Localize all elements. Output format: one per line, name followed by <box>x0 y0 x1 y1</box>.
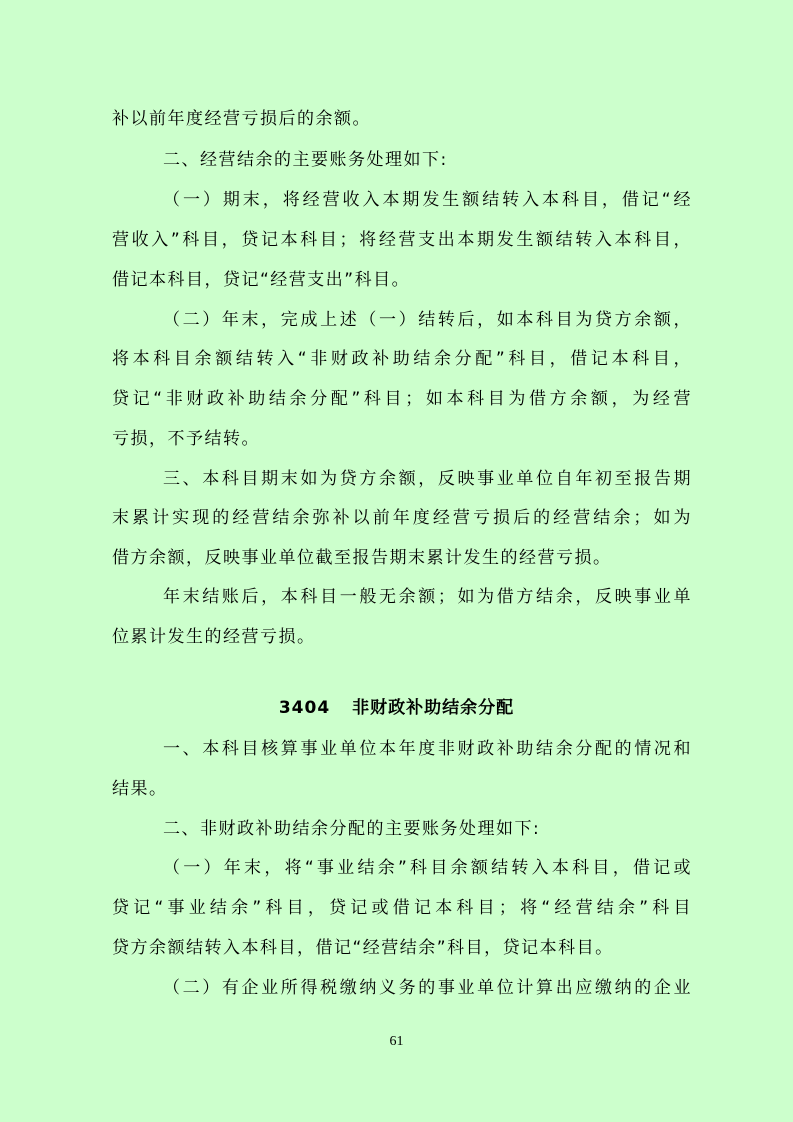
paragraph-line: 贷记“非财政补助结余分配”科目；如本科目为借方余额，为经营 <box>112 389 692 409</box>
paragraph-line: （一）年末，将“事业结余”科目余额结转入本科目，借记或 <box>163 858 692 878</box>
paragraph-line: 一、本科目核算事业单位本年度非财政补助结余分配的情况和 <box>163 739 692 759</box>
paragraph-line: 借方余额，反映事业单位截至报告期末累计发生的经营亏损。 <box>112 548 612 568</box>
paragraph-line: 结果。 <box>112 779 168 799</box>
paragraph-line: （二）有企业所得税缴纳义务的事业单位计算出应缴纳的企业 <box>163 978 692 998</box>
paragraph-line: 位累计发生的经营亏损。 <box>112 627 316 647</box>
paragraph-line: （二）年末，完成上述（一）结转后，如本科目为贷方余额， <box>163 310 692 330</box>
paragraph-line: 年末结账后，本科目一般无余额；如为借方结余，反映事业单 <box>163 587 692 607</box>
paragraph-line: 将本科目余额结转入“非财政补助结余分配”科目，借记本科目， <box>112 349 692 369</box>
paragraph-line: 借记本科目，贷记“经营支出”科目。 <box>112 270 411 290</box>
section-heading <box>0 697 793 719</box>
paragraph-line: （一）期末，将经营收入本期发生额结转入本科目，借记“经 <box>163 190 692 210</box>
paragraph-line: 二、非财政补助结余分配的主要账务处理如下: <box>163 819 541 839</box>
paragraph-line: 末累计实现的经营结余弥补以前年度经营亏损后的经营结余；如为 <box>112 508 692 528</box>
paragraph-line: 三、本科目期末如为贷方余额，反映事业单位自年初至报告期 <box>163 469 692 489</box>
paragraph-line: 贷记“事业结余”科目，贷记或借记本科目；将“经营结余”科目 <box>112 898 692 918</box>
section-code: 3404 <box>278 698 331 718</box>
paragraph-line: 贷方余额结转入本科目，借记“经营结余”科目，贷记本科目。 <box>112 938 614 958</box>
paragraph-line: 补以前年度经营亏损后的余额。 <box>112 109 371 129</box>
page-number: 61 <box>389 1034 404 1049</box>
paragraph-line: 营收入”科目，贷记本科目；将经营支出本期发生额结转入本科目， <box>112 230 692 250</box>
section-title: 非财政补助结余分配 <box>352 698 515 718</box>
paragraph-line: 二、经营结余的主要账务处理如下: <box>163 150 448 170</box>
paragraph-line: 亏损，不予结转。 <box>112 429 260 449</box>
